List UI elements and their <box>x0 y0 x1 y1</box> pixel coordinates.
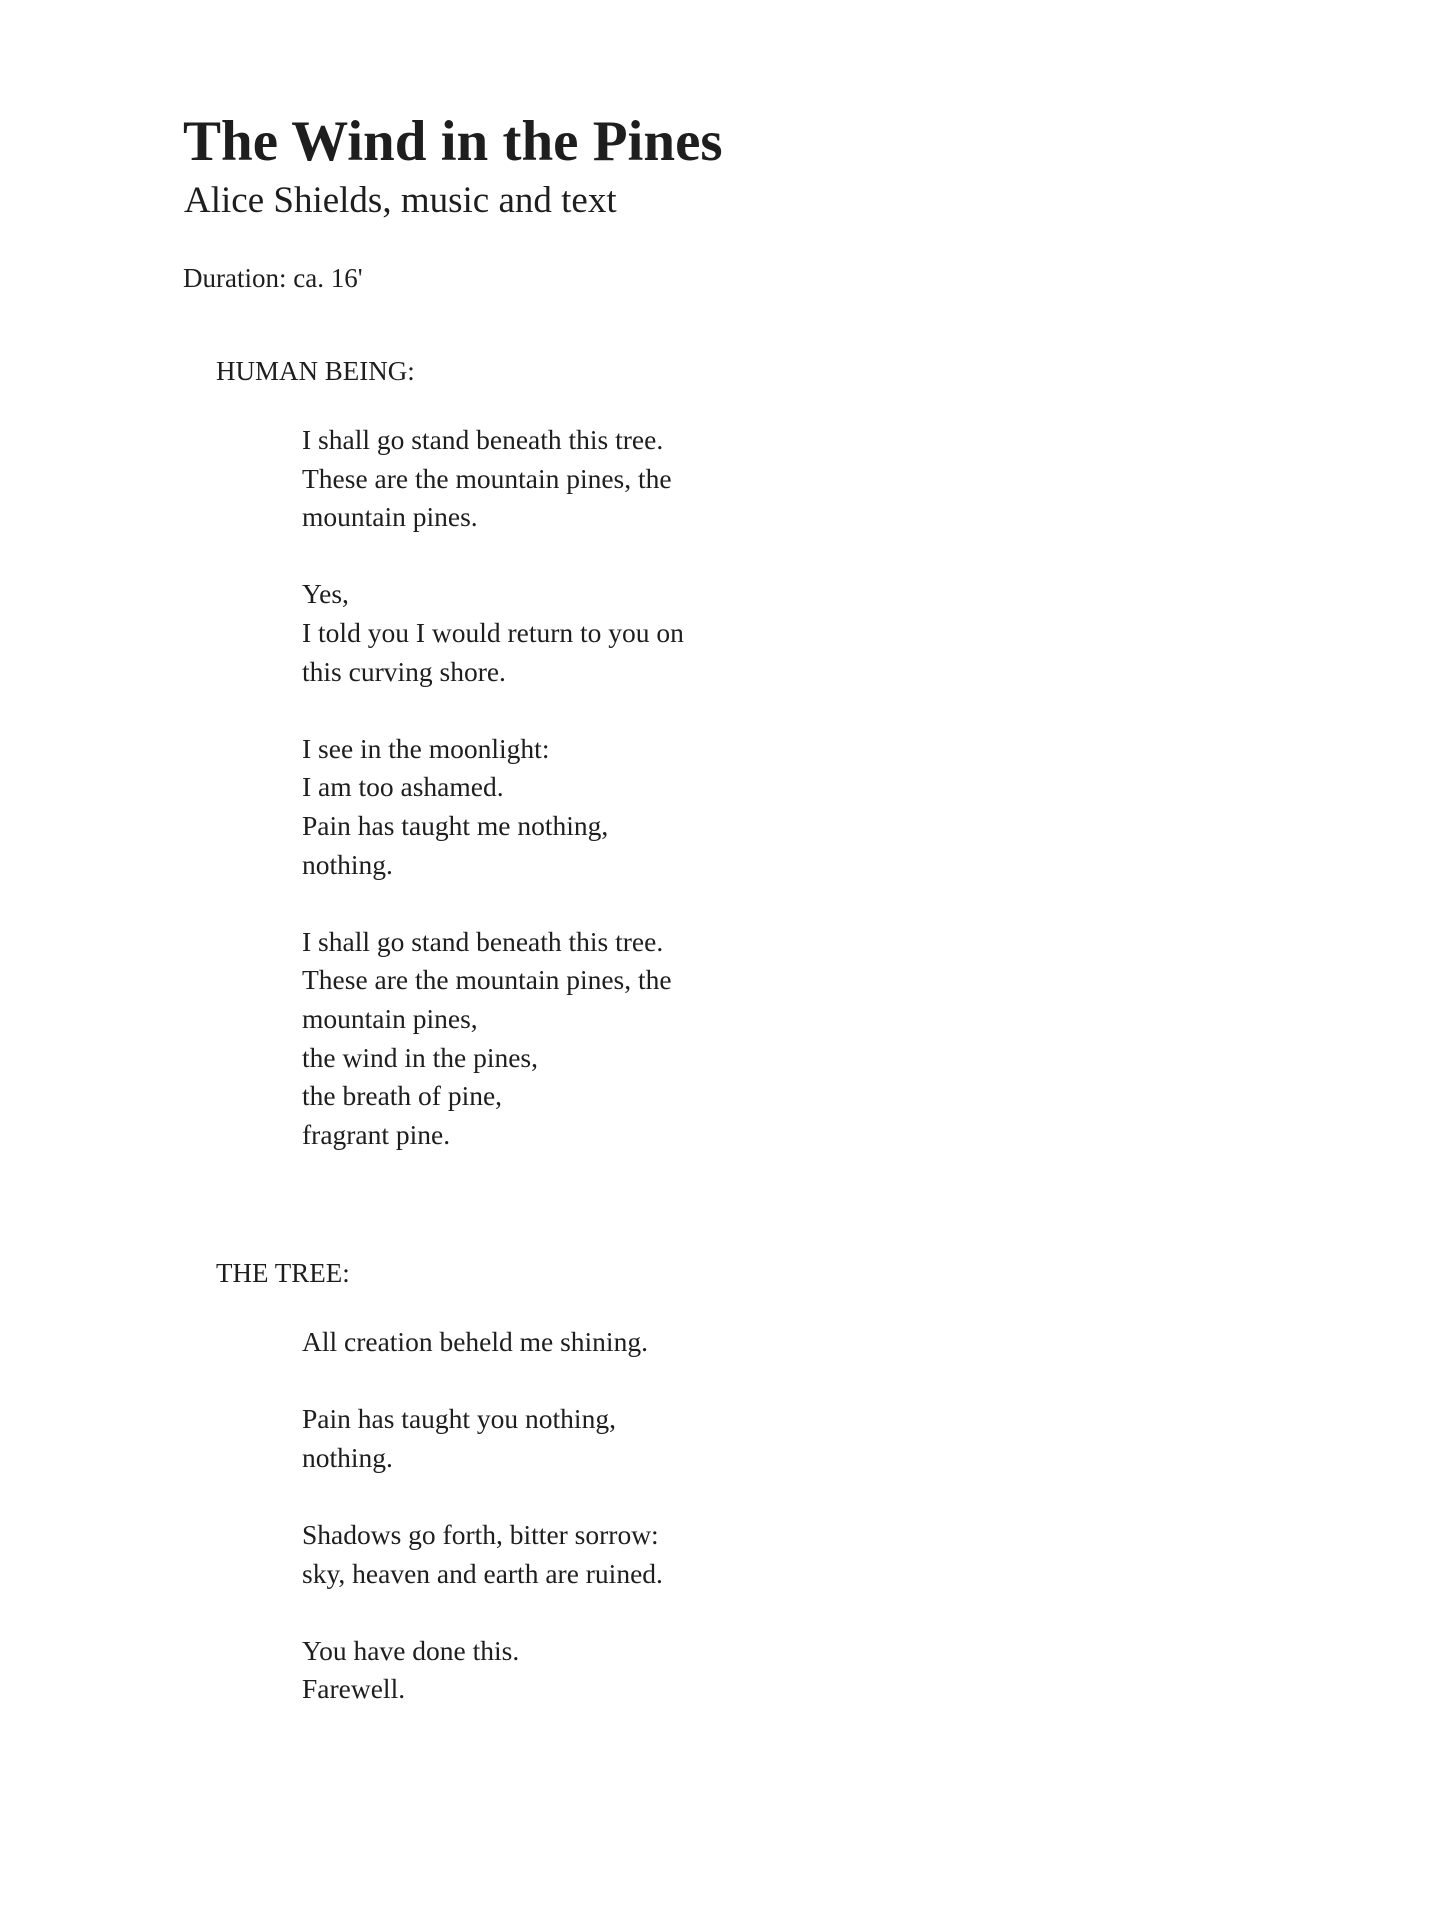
verse-line: I told you I would return to you on <box>302 616 684 648</box>
verse-line: Yes, <box>302 578 349 610</box>
verse-line: nothing. <box>302 1441 393 1473</box>
stanza <box>302 421 684 537</box>
verse-line: Shadows go forth, bitter sorrow: <box>302 1518 659 1550</box>
verse-line: You have done this. <box>302 1634 520 1666</box>
verse-line: I shall go stand beneath this tree. <box>302 424 664 455</box>
verse-line: I am too ashamed. <box>302 771 504 803</box>
verse-line: the breath of pine, <box>302 1080 503 1112</box>
duration-text: Duration: ca. 16' <box>183 263 363 293</box>
stanza <box>302 1632 663 1709</box>
the-tree-text <box>302 1323 663 1748</box>
stanza <box>302 1516 663 1593</box>
stanza <box>302 1323 663 1362</box>
stanza <box>302 923 684 1155</box>
stanza <box>302 1400 663 1477</box>
stanza <box>302 730 684 884</box>
speaker-human-being: HUMAN BEING: <box>216 356 415 386</box>
verse-line: These are the mountain pines, the <box>302 964 672 996</box>
verse-line: nothing. <box>302 848 393 880</box>
verse-line: this curving shore. <box>302 655 506 687</box>
verse-line: mountain pines, <box>302 1002 478 1034</box>
stanza <box>302 575 684 691</box>
verse-line: the wind in the pines, <box>302 1041 539 1073</box>
verse-line: I shall go stand beneath this tree. <box>302 925 664 957</box>
speaker-the-tree: THE TREE: <box>216 1258 350 1288</box>
page-title: The Wind in the Pines <box>183 110 723 173</box>
verse-line: Pain has taught me nothing, <box>302 809 609 841</box>
verse-line: mountain pines. <box>302 501 478 533</box>
verse-line: Farewell. <box>302 1673 406 1705</box>
verse-line: fragrant pine. <box>302 1118 451 1150</box>
verse-line: I see in the moonlight: <box>302 732 550 764</box>
page-subtitle: Alice Shields, music and text <box>184 180 617 221</box>
verse-line: Pain has taught you nothing, <box>302 1403 616 1435</box>
human-being-text <box>302 421 684 1193</box>
verse-line: sky, heaven and earth are ruined. <box>302 1557 663 1589</box>
verse-line: These are the mountain pines, the <box>302 462 672 494</box>
verse-line: All creation beheld me shining. <box>302 1326 648 1357</box>
